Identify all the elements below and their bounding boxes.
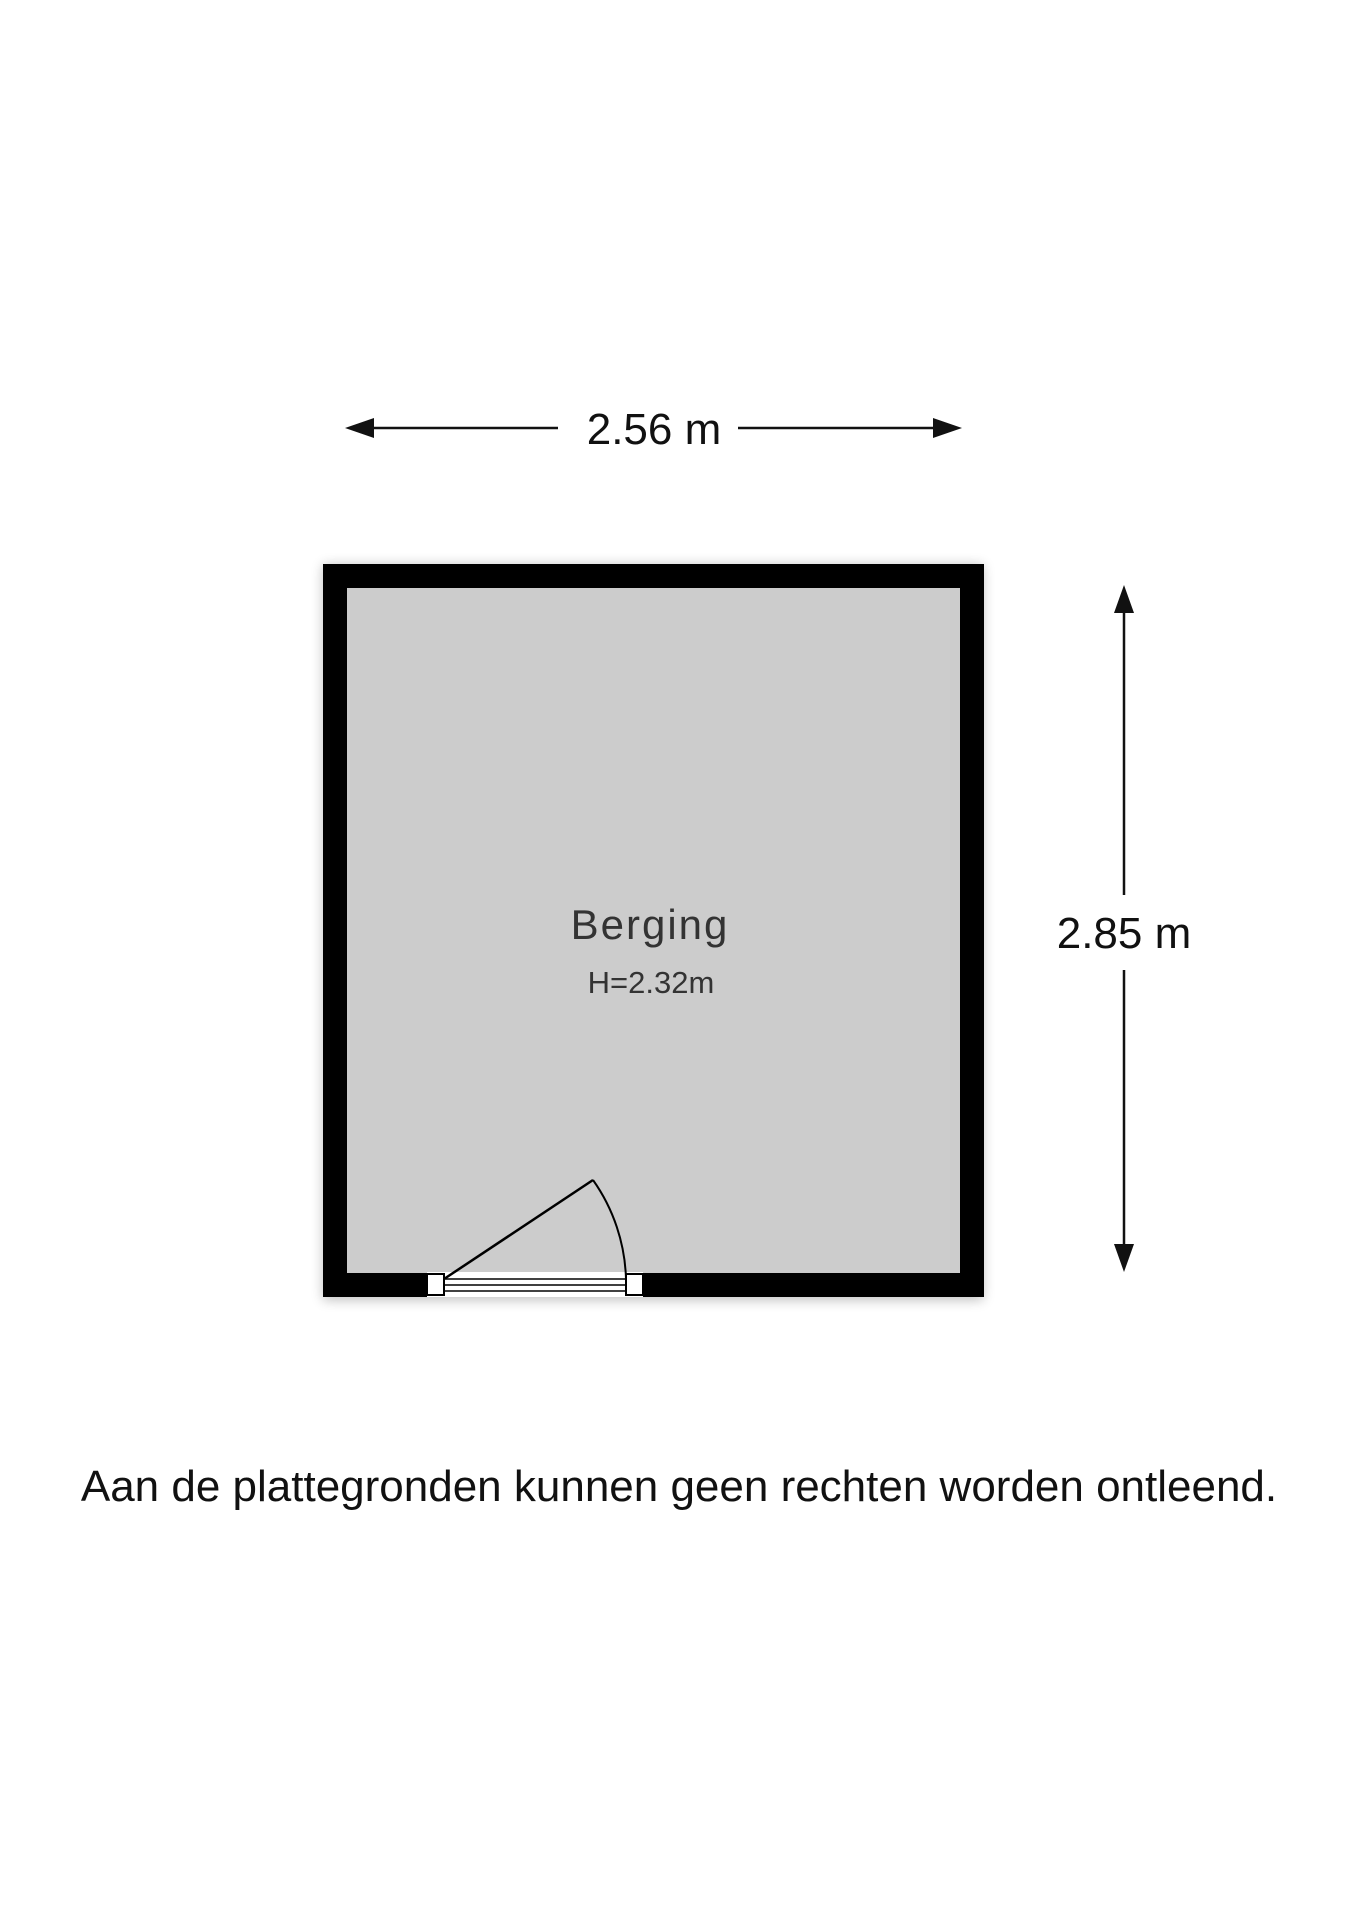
door-jamb-right (626, 1274, 643, 1295)
arrow-left-icon (345, 418, 374, 438)
depth-dimension (1057, 585, 1192, 1272)
arrow-up-icon (1114, 585, 1134, 613)
width-dimension (345, 405, 962, 454)
arrow-right-icon (933, 418, 962, 438)
door-jamb-left (427, 1274, 444, 1295)
room-berging (323, 564, 984, 1300)
width-dimension-label: 2.56 m (586, 405, 722, 454)
room-name: Berging (570, 901, 730, 948)
room-height: H=2.32m (587, 965, 715, 1000)
disclaimer-text: Aan de plattegronden kunnen geen rechten worden ontleend. (80, 1462, 1278, 1511)
depth-dimension-label: 2.85 m (1056, 909, 1192, 958)
arrow-down-icon (1114, 1244, 1134, 1272)
